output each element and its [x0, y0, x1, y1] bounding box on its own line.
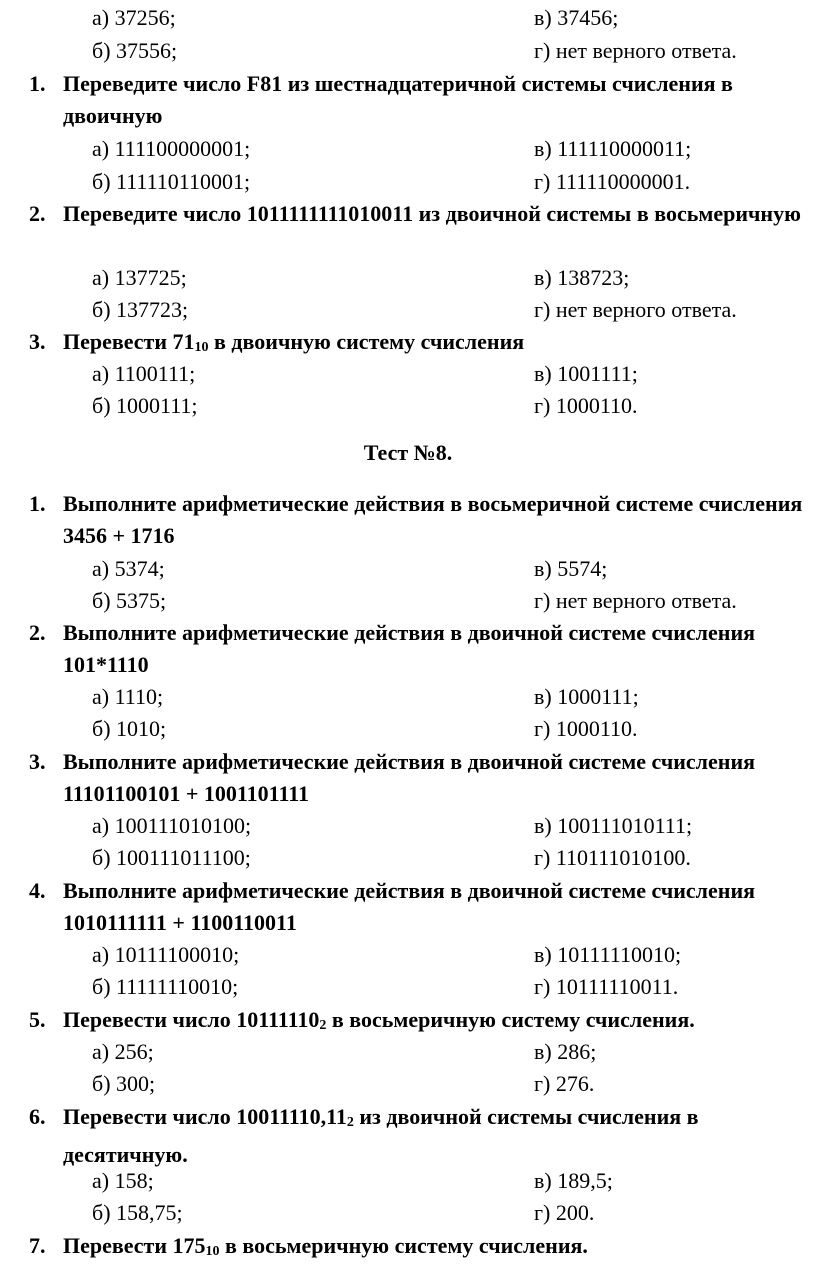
- option-a: а) 137725;: [92, 265, 187, 290]
- question-6: [29, 1101, 809, 1171]
- question-number: 2.: [29, 620, 46, 645]
- option-v: в) 189,5;: [534, 1168, 613, 1193]
- option-b: б) 158,75;: [92, 1200, 183, 1225]
- option-g: г) нет верного ответа.: [534, 38, 737, 63]
- option-g: г) 110111010100.: [534, 845, 691, 870]
- question-2: [29, 617, 809, 681]
- option-b: б) 111110110001;: [92, 169, 251, 194]
- option-a: а) 111100000001;: [92, 136, 251, 161]
- option-a: а) 100111010100;: [92, 813, 252, 838]
- question-text: Перевести число $10011110,11_2$ из двоичной системы счисления в десятичную.: [63, 1104, 699, 1167]
- option-b: б) 11111110010;: [92, 974, 239, 999]
- option-a: а) 1110;: [92, 684, 164, 709]
- option-g: г) 111110000001.: [534, 169, 691, 194]
- option-a: а) 10111100010;: [92, 942, 240, 967]
- option-v: в) 286;: [534, 1039, 597, 1064]
- option-g: г) нет верного ответа.: [534, 588, 737, 613]
- question-text: Перевести $71_{10}$ в двоичную систему счисления: [63, 329, 525, 355]
- question-text: Выполните арифметические действия в двоичной системе счисления 1010111111 + 1100110011: [63, 878, 756, 935]
- option-v: в) 1000111;: [534, 684, 639, 709]
- question-number: 5.: [29, 1007, 46, 1032]
- question-text: Переведите число F81 из шестнадцатеричной системы счисления в двоичную: [63, 71, 733, 128]
- question-text: Выполните арифметические действия в двоичной системе счисления 101*1110: [63, 620, 756, 677]
- question-number: 6.: [29, 1104, 46, 1129]
- option-a: а) 37256;: [92, 5, 176, 30]
- option-v: в) 1001111;: [534, 361, 638, 386]
- option-a: а) 158;: [92, 1168, 154, 1193]
- question-7: [29, 1230, 809, 1268]
- option-b: б) 1000111;: [92, 393, 198, 418]
- question-number: 3.: [29, 329, 46, 354]
- question-4: [29, 875, 809, 939]
- option-b: б) 5375;: [92, 588, 167, 613]
- option-g: г) 276.: [534, 1071, 595, 1096]
- option-g: г) 1000110.: [534, 716, 638, 741]
- question-number: 2.: [29, 201, 46, 226]
- question-number: 1.: [29, 71, 46, 96]
- option-g: г) 1000110.: [534, 393, 638, 418]
- option-v: в) 5574;: [534, 556, 608, 581]
- question-number: 1.: [29, 491, 46, 516]
- option-b: б) 137723;: [92, 297, 189, 322]
- question-1: [29, 488, 809, 552]
- option-g: г) нет верного ответа.: [534, 297, 737, 322]
- question-text: Выполните арифметические действия в двоичной системе счисления 11101100101 + 1001101111: [63, 749, 756, 806]
- option-b: б) 300;: [92, 1071, 156, 1096]
- option-v: в) 138723;: [534, 265, 630, 290]
- question-text: Выполните арифметические действия в восьмеричной системе счисления 3456 + 1716: [63, 491, 803, 548]
- option-a: а) 256;: [92, 1039, 154, 1064]
- option-v: в) 111110000011;: [534, 136, 692, 161]
- test-title: Тест №8.: [363, 440, 453, 465]
- question-number: 3.: [29, 749, 46, 774]
- question-text: Перевести $175_{10}$ в восьмеричную систему счисления.: [63, 1233, 588, 1259]
- question-text: Перевести число $10111110_2$ в восьмеричную систему счисления.: [63, 1007, 695, 1033]
- question-2: [29, 198, 809, 230]
- question-1: [29, 68, 809, 132]
- option-v: в) 100111010111;: [534, 813, 693, 838]
- option-v: в) 37456;: [534, 5, 619, 30]
- option-b: б) 37556;: [92, 38, 178, 63]
- question-text: Переведите число 1011111111010011 из двоичной системы в восьмеричную: [63, 201, 801, 226]
- option-a: а) 1100111;: [92, 361, 196, 386]
- option-a: а) 5374;: [92, 556, 165, 581]
- option-b: б) 1010;: [92, 716, 167, 741]
- question-3: [29, 746, 809, 810]
- option-v: в) 10111110010;: [534, 942, 682, 967]
- option-g: г) 200.: [534, 1200, 595, 1225]
- option-g: г) 10111110011.: [534, 974, 679, 999]
- question-number: 7.: [29, 1233, 46, 1258]
- question-number: 4.: [29, 878, 46, 903]
- option-b: б) 100111011100;: [92, 845, 251, 870]
